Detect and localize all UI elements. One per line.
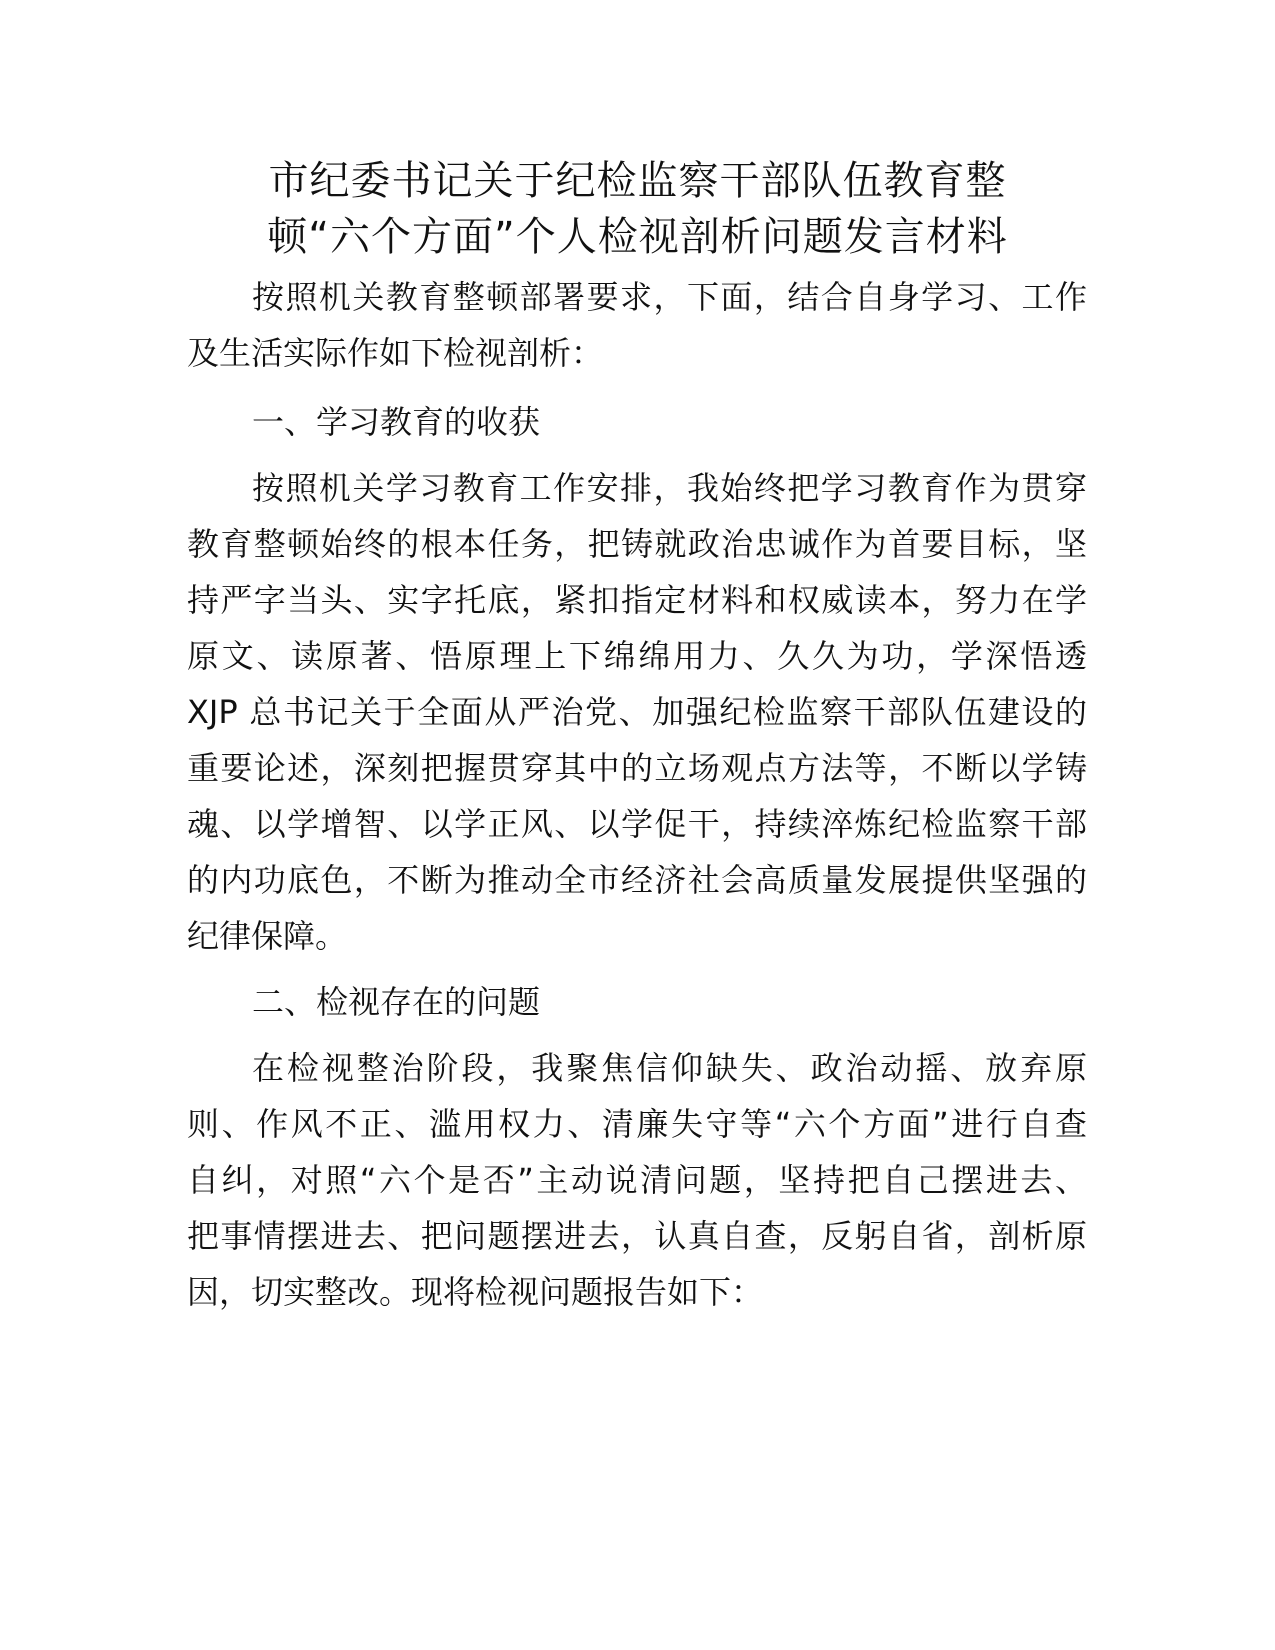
section2-paragraph-line: 因，切实整改。现将检视问题报告如下： bbox=[187, 1273, 764, 1311]
section1-paragraph-line: 重要论述，深刻把握贯穿其中的立场观点方法等，不断以学铸 bbox=[187, 749, 1087, 787]
section1-paragraph-line: 的内功底色，不断为推动全市经济社会高质量发展提供坚强的 bbox=[187, 861, 1087, 899]
section2-paragraph-line: 自纠，对照“六个是否”主动说清问题，坚持把自己摆进去、 bbox=[187, 1161, 1087, 1199]
section2-paragraph-line: 在检视整治阶段，我聚焦信仰缺失、政治动摇、放弃原 bbox=[252, 1049, 1087, 1087]
intro-line-2: 及生活实际作如下检视剖析： bbox=[187, 334, 604, 372]
section1-paragraph-line: 持严字当头、实字托底，紧扣指定材料和权威读本，努力在学 bbox=[187, 581, 1087, 619]
section1-paragraph-line: 按照机关学习教育工作安排，我始终把学习教育作为贯穿 bbox=[252, 469, 1087, 507]
intro-line-1: 按照机关教育整顿部署要求，下面，结合自身学习、工作 bbox=[252, 278, 1087, 316]
section2-paragraph-line: 把事情摆进去、把问题摆进去，认真自查，反躬自省，剖析原 bbox=[187, 1217, 1087, 1255]
section1-paragraph-line: 魂、以学增智、以学正风、以学促干，持续淬炼纪检监察干部 bbox=[187, 805, 1087, 843]
section1-paragraph-line: XJP 总书记关于全面从严治党、加强纪检监察干部队伍建设的 bbox=[187, 693, 1087, 731]
section-heading-1: 一、学习教育的收获 bbox=[252, 403, 541, 441]
section1-paragraph-line: 原文、读原著、悟原理上下绵绵用力、久久为功，学深悟透 bbox=[187, 637, 1087, 675]
section1-paragraph-line: 教育整顿始终的根本任务，把铸就政治忠诚作为首要目标，坚 bbox=[187, 525, 1087, 563]
document-title-line-1: 市纪委书记关于纪检监察干部队伍教育整 bbox=[268, 158, 1007, 204]
section-heading-2: 二、检视存在的问题 bbox=[252, 983, 541, 1021]
section1-paragraph-line: 纪律保障。 bbox=[187, 917, 348, 955]
section2-paragraph-line: 则、作风不正、滥用权力、清廉失守等“六个方面”进行自查 bbox=[187, 1105, 1087, 1143]
document-title-line-2: 顿“六个方面”个人检视剖析问题发言材料 bbox=[267, 214, 1008, 260]
